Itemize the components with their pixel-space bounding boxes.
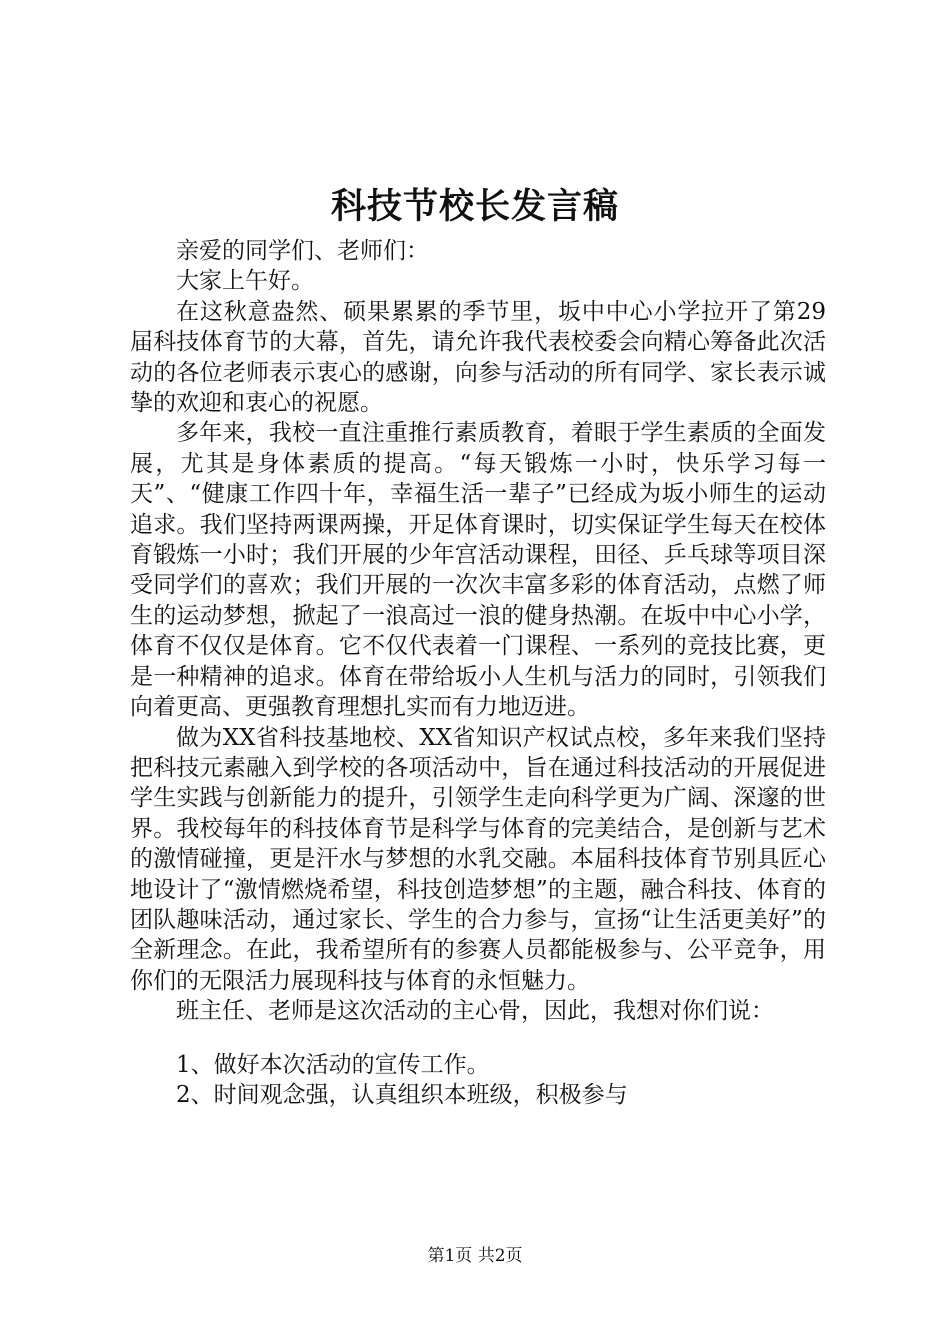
paragraph-technology: 做为XX省科技基地校、XX省知识产权试点校，多年来我们坚持把科技元素融入到学校的各项活动中，旨在通过科技活动的开展促进学生实践与创新能力的提升，引领学生走向科学更为广阔、深邃的世界。我校每年的科技体育节是科学与体育的完美结合，是创新与艺术的激情碰撞，更是汗水与梦想的水乳交融。本届科技体育节别具匠心地设计了“激情燃烧希望，科技创造梦想”的主题，融合科技、体育的团队趣味活动，通过家长、学生的合力参与，宣扬“让生活更美好”的全新理念。在此，我希望所有的参赛人员都能极参与、公平竞争，用你们的无限活力展现科技与体育的永恒魅力。: [130, 724, 826, 994]
list-item: 1、做好本次活动的宣传工作。: [176, 1051, 490, 1078]
document-title: 科技节校长发言稿: [330, 186, 619, 227]
greeting: 大家上午好。: [176, 268, 314, 295]
paragraph-teachers: 班主任、老师是这次活动的主心骨，因此，我想对你们说：: [176, 998, 774, 1025]
document-body: [130, 236, 826, 1110]
page-number: 第1页 共2页: [427, 1246, 523, 1266]
list-item: 2、时间观念强，认真组织本班级，积极参与: [176, 1081, 628, 1108]
paragraph-sports: 多年来，我校一直注重推行素质教育，着眼于学生素质的全面发展，尤其是身体素质的提高。“每天锻炼一小时，快乐学习每一天”、“健康工作四十年，幸福生活一辈子”已经成为坂小师生的运动追求。我们坚持两课两操，开足体育课时，切实保证学生每天在校体育锻炼一小时；我们开展的少年宫活动课程，田径、乒乓球等项目深受同学们的喜欢；我们开展的一次次丰富多彩的体育活动，点燃了师生的运动梦想，掀起了一浪高过一浪的健身热潮。在坂中中心小学，体育不仅仅是体育。它不仅代表着一门课程、一系列的竞技比赛，更是一种精神的追求。体育在带给坂小人生机与活力的同时，引领我们向着更高、更强教育理想扎实而有力地迈进。: [130, 420, 826, 721]
paragraph-opening: 在这秋意盎然、硕果累累的季节里，坂中中心小学拉开了第29届科技体育节的大幕，首先，请允许我代表校委会向精心筹备此次活动的各位老师表示衷心的感谢，向参与活动的所有同学、家长表示诚挚的欢迎和衷心的祝愿。: [130, 298, 826, 417]
spacer: [130, 1027, 826, 1050]
salutation: 亲爱的同学们、老师们：: [176, 238, 429, 264]
